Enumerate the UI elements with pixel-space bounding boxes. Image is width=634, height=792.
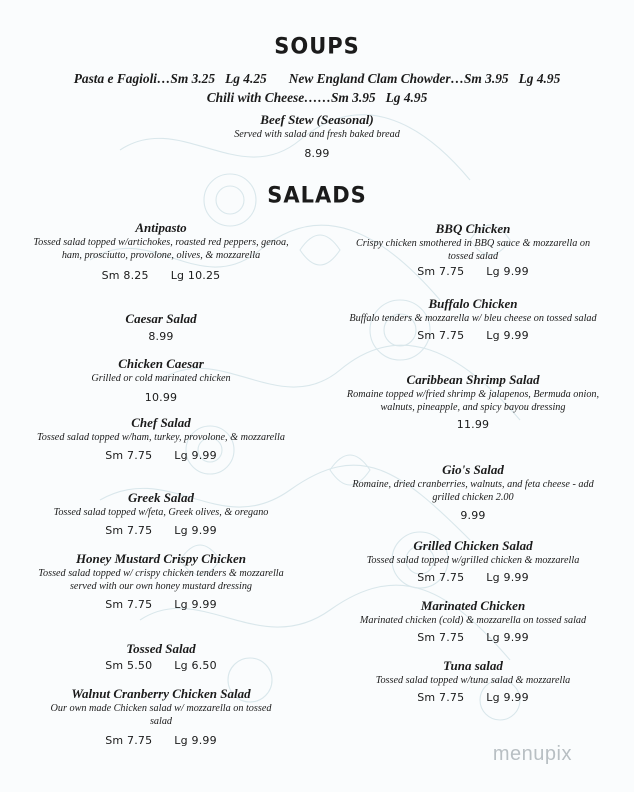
small-price: Sm 7.75: [105, 598, 153, 611]
soup-row-1: [0, 71, 634, 87]
small-price: Sm 7.75: [105, 449, 153, 462]
item-price: [338, 328, 608, 344]
large-price: Lg 9.99: [486, 329, 529, 342]
item-price: 11.99: [456, 418, 490, 431]
salad-item: [338, 221, 608, 280]
large-price: Lg 9.99: [486, 691, 529, 704]
salad-item: [28, 311, 294, 345]
item-name: Chef Salad: [131, 415, 191, 430]
item-name: Beef Stew (Seasonal): [260, 112, 374, 127]
soup-small-price: Sm 3.95: [463, 71, 509, 86]
item-description: Tossed salad topped w/tuna salad & mozzarella: [375, 675, 571, 686]
soup-large-price: Lg 4.95: [385, 90, 428, 105]
item-name: Chicken Caesar: [118, 356, 204, 371]
item-price: [28, 597, 294, 613]
salad-item: [338, 462, 608, 524]
soup-small-price: Sm 3.95: [330, 90, 376, 105]
item-price: 10.99: [144, 391, 178, 404]
large-price: Lg 9.99: [174, 598, 217, 611]
small-price: Sm 5.50: [105, 659, 153, 672]
item-price: [338, 570, 608, 586]
item-name: Gio's Salad: [442, 462, 504, 477]
item-price: [338, 264, 608, 280]
item-description: Our own made Chicken salad w/ mozzarella on tossed salad: [50, 703, 272, 727]
large-price: Lg 6.50: [174, 659, 217, 672]
salad-item: [338, 296, 608, 344]
salads-title: SALADS: [267, 182, 367, 208]
small-price: Sm 7.75: [417, 329, 465, 342]
item-name: Honey Mustard Crispy Chicken: [75, 551, 247, 566]
large-price: Lg 9.99: [486, 571, 529, 584]
small-price: Sm 7.75: [417, 631, 465, 644]
item-name: Antipasto: [135, 220, 187, 235]
soup-large-price: Lg 4.25: [225, 71, 267, 86]
large-price: Lg 9.99: [174, 524, 217, 537]
small-price: Sm 8.25: [101, 269, 149, 282]
soup-name: Pasta e Fagioli…: [73, 71, 171, 86]
item-price: 8.99: [304, 147, 330, 160]
item-price: [338, 690, 608, 706]
salad-item: [28, 415, 294, 464]
item-price: [28, 733, 294, 749]
salad-item: [28, 490, 294, 539]
salad-item: [338, 372, 608, 433]
item-name: Buffalo Chicken: [428, 296, 518, 311]
item-description: Romaine topped w/fried shrimp & jalapenos, Bermuda onion, walnuts, pineapple, and spicy bayou dressing: [346, 389, 600, 413]
salad-item: [28, 686, 294, 749]
soup-name: New England Clam Chowder…: [288, 71, 464, 86]
item-price: [338, 630, 608, 646]
item-name: Caesar Salad: [125, 311, 197, 326]
item-name: Marinated Chicken: [420, 598, 526, 613]
small-price: Sm 7.75: [417, 265, 465, 278]
item-name: Tossed Salad: [126, 641, 196, 656]
item-name: BBQ Chicken: [435, 221, 511, 236]
salad-item: [28, 220, 294, 284]
item-price: [28, 658, 294, 674]
salad-item: [28, 641, 294, 674]
item-price: [28, 268, 294, 284]
item-description: Crispy chicken smothered in BBQ sauce & mozzarella on tossed salad: [355, 238, 591, 262]
large-price: Lg 9.99: [486, 265, 529, 278]
item-price: [28, 448, 294, 464]
item-description: Tossed salad topped w/ham, turkey, provolone, & mozzarella: [37, 432, 285, 443]
large-price: Lg 10.25: [170, 269, 221, 282]
large-price: Lg 9.99: [174, 449, 217, 462]
item-price: 8.99: [148, 330, 174, 343]
item-description: Served with salad and fresh baked bread: [234, 129, 400, 140]
item-description: Romaine, dried cranberries, walnuts, and feta cheese - add grilled chicken 2.00: [352, 479, 594, 503]
item-description: Tossed salad topped w/grilled chicken & mozzarella: [366, 555, 580, 566]
item-price: 9.99: [460, 509, 486, 522]
item-description: Marinated chicken (cold) & mozzarella on tossed salad: [359, 615, 587, 626]
salad-item: [338, 658, 608, 706]
soups-title: SOUPS: [274, 33, 360, 59]
item-name: Caribbean Shrimp Salad: [406, 372, 540, 387]
menupix-watermark: menupix: [492, 743, 572, 765]
small-price: Sm 7.75: [105, 734, 153, 747]
small-price: Sm 7.75: [105, 524, 153, 537]
item-description: Tossed salad topped w/feta, Greek olives, & oregano: [53, 507, 269, 518]
soup-name: Chili with Cheese……: [206, 90, 331, 105]
small-price: Sm 7.75: [417, 571, 465, 584]
soup-row-2: [0, 90, 634, 106]
item-name: Tuna salad: [443, 658, 503, 673]
item-name: Walnut Cranberry Chicken Salad: [71, 686, 251, 701]
item-description: Tossed salad topped w/artichokes, roasted red peppers, genoa, ham, prosciutto, provolone, olives, & mozzarella: [33, 237, 289, 261]
item-price: [28, 523, 294, 539]
item-description: Tossed salad topped w/ crispy chicken tenders & mozzarella served with our own honey mustard dressing: [38, 568, 284, 592]
soup-beef-stew: [0, 112, 634, 162]
salad-item: [338, 538, 608, 586]
item-description: Buffalo tenders & mozzarella w/ bleu cheese on tossed salad: [349, 313, 597, 324]
salad-item: [28, 356, 294, 406]
large-price: Lg 9.99: [486, 631, 529, 644]
soup-large-price: Lg 4.95: [518, 71, 561, 86]
salad-item: [338, 598, 608, 646]
item-name: Greek Salad: [127, 490, 195, 505]
soup-small-price: Sm 3.25: [170, 71, 216, 86]
item-name: Grilled Chicken Salad: [413, 538, 533, 553]
large-price: Lg 9.99: [174, 734, 217, 747]
item-description: Grilled or cold marinated chicken: [91, 373, 231, 384]
salad-item: [28, 551, 294, 613]
small-price: Sm 7.75: [417, 691, 465, 704]
